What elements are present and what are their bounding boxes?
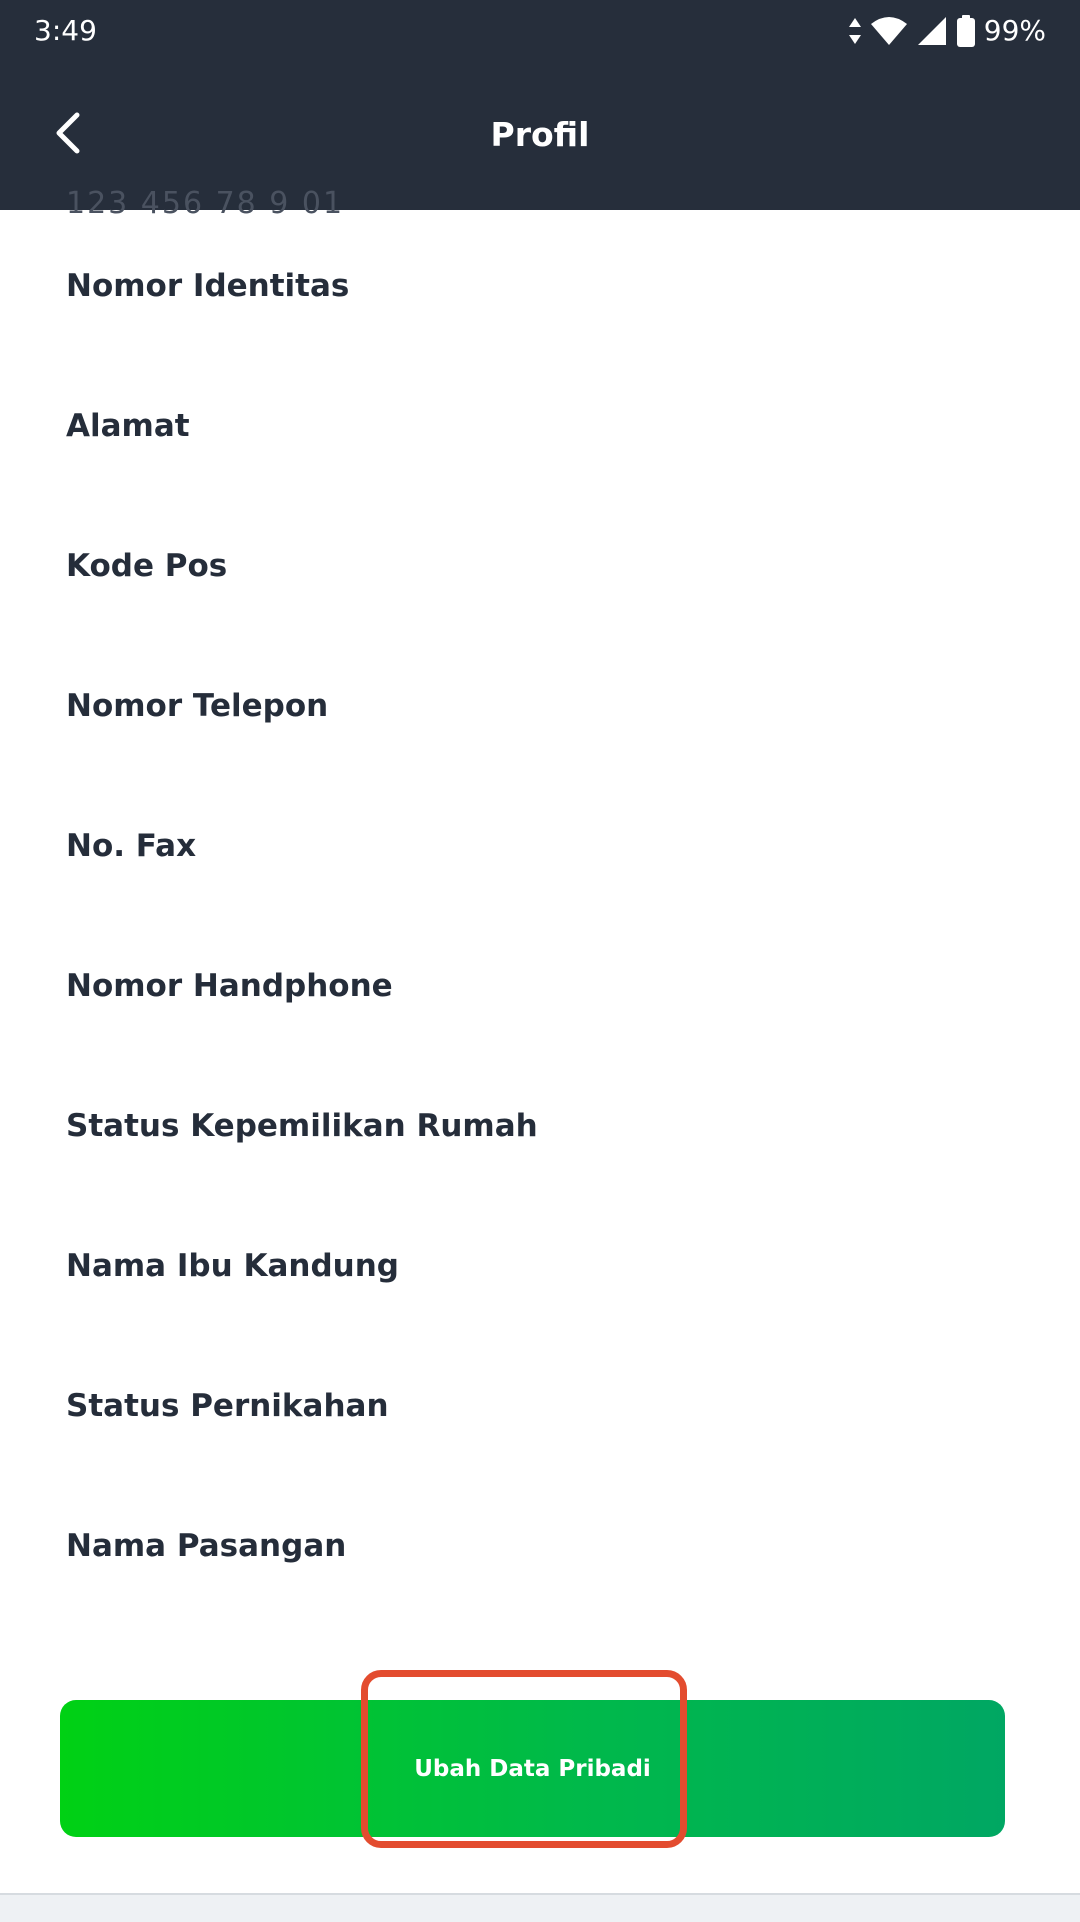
field-label-kode-pos: Kode Pos (66, 548, 228, 584)
status-icons (848, 12, 1046, 50)
field-label-status-pernikahan: Status Pernikahan (66, 1388, 389, 1424)
signal-icon (916, 16, 948, 46)
edit-button-container (60, 1700, 1005, 1837)
partially-visible-value: 123 456 78 9 01 (66, 186, 345, 221)
battery-percentage: 99% (983, 14, 1046, 47)
edit-personal-data-button[interactable]: Ubah Data Pribadi (60, 1700, 1005, 1837)
field-label-nama-pasangan: Nama Pasangan (66, 1528, 347, 1564)
field-label-nomor-telepon: Nomor Telepon (66, 688, 329, 724)
field-label-nama-ibu-kandung: Nama Ibu Kandung (66, 1248, 399, 1284)
wifi-icon (870, 16, 908, 46)
field-label-status-kepemilikan-rumah: Status Kepemilikan Rumah (66, 1108, 538, 1144)
status-bar (0, 0, 1080, 63)
field-label-alamat: Alamat (66, 408, 190, 444)
status-time: 3:49 (34, 14, 97, 47)
field-label-nomor-identitas: Nomor Identitas (66, 268, 350, 304)
data-arrows-icon (848, 16, 862, 46)
page-title: Profil (490, 115, 590, 154)
profile-content[interactable] (0, 186, 1080, 1894)
field-label-no-fax: No. Fax (66, 828, 197, 864)
bottom-edge (0, 1893, 1080, 1922)
battery-icon (956, 15, 976, 47)
field-label-nomor-handphone: Nomor Handphone (66, 968, 393, 1004)
